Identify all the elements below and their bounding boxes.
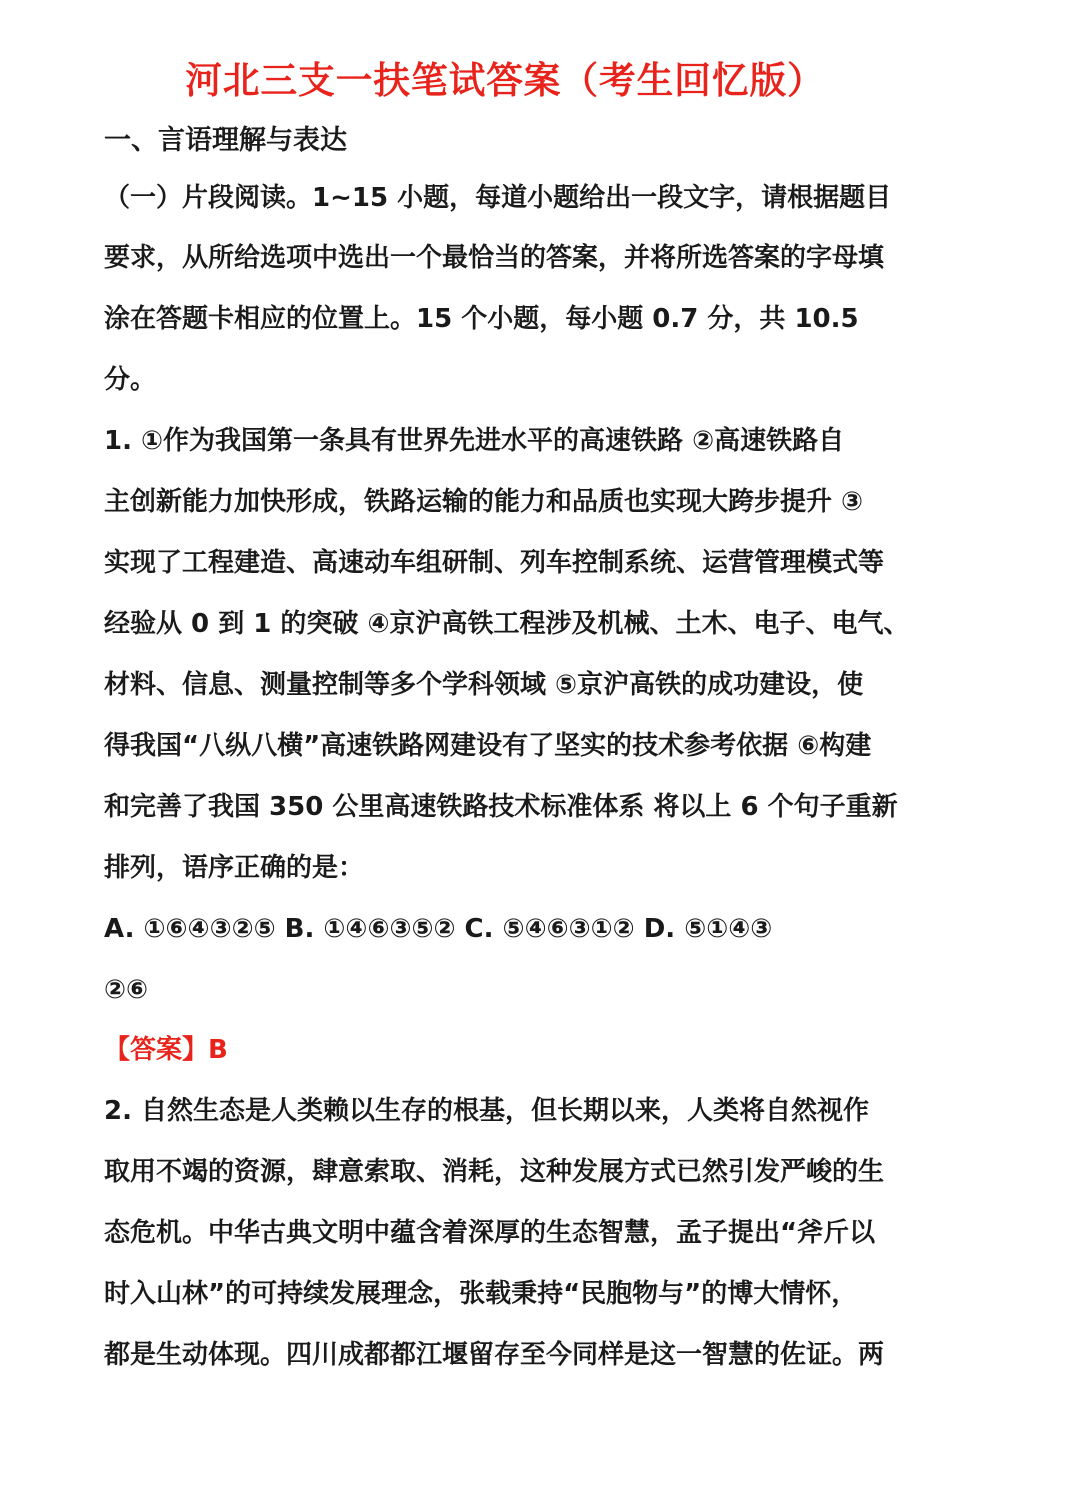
text-line: 时入山林”的可持续发展理念，张载秉持“民胞物与”的博大情怀， bbox=[104, 1279, 858, 1309]
text-line: 分。 bbox=[104, 365, 157, 395]
text-line: 都是生动体现。四川成都都江堰留存至今同样是这一智慧的佐证。两 bbox=[104, 1340, 885, 1370]
text-line: （一）片段阅读。1~15 小题，每道小题给出一段文字，请根据题目 bbox=[104, 183, 892, 213]
text-line: 要求，从所给选项中选出一个最恰当的答案，并将所选答案的字母填 bbox=[104, 243, 885, 273]
text-line: 和完善了我国 350 公里高速铁路技术标准体系 将以上 6 个句子重新 bbox=[104, 792, 898, 822]
answer-options: A. ①⑥④③②⑤ B. ①④⑥③⑤② C. ⑤④⑥③①② D. ⑤①④③ bbox=[104, 914, 773, 944]
text-line: 1. ①作为我国第一条具有世界先进水平的高速铁路 ②高速铁路自 bbox=[104, 426, 845, 456]
document-title: 河北三支一扶笔试答案（考生回忆版） bbox=[185, 59, 825, 102]
text-line: 排列，语序正确的是： bbox=[104, 853, 365, 883]
text-line: 态危机。中华古典文明中蕴含着深厚的生态智慧，孟子提出“斧斤以 bbox=[104, 1218, 876, 1248]
text-line: 经验从 0 到 1 的突破 ④京沪高铁工程涉及机械、土木、电子、电气、 bbox=[104, 609, 910, 639]
answer-label: 【答案】B bbox=[104, 1035, 228, 1065]
text-line: 取用不竭的资源，肆意索取、消耗，这种发展方式已然引发严峻的生 bbox=[104, 1157, 885, 1187]
text-line: 主创新能力加快形成，铁路运输的能力和品质也实现大跨步提升 ③ bbox=[104, 487, 864, 517]
text-line: 得我国“八纵八横”高速铁路网建设有了坚实的技术参考依据 ⑥构建 bbox=[104, 731, 872, 761]
section-heading: 一、言语理解与表达 bbox=[104, 125, 347, 156]
text-line: 材料、信息、测量控制等多个学科领域 ⑤京沪高铁的成功建设，使 bbox=[104, 670, 864, 700]
text-line: 实现了工程建造、高速动车组研制、列车控制系统、运营管理模式等 bbox=[104, 548, 885, 578]
answer-options: ②⑥ bbox=[104, 975, 149, 1005]
text-line: 涂在答题卡相应的位置上。15 个小题，每小题 0.7 分，共 10.5 bbox=[104, 304, 859, 334]
text-line: 2. 自然生态是人类赖以生存的根基，但长期以来，人类将自然视作 bbox=[104, 1096, 870, 1126]
